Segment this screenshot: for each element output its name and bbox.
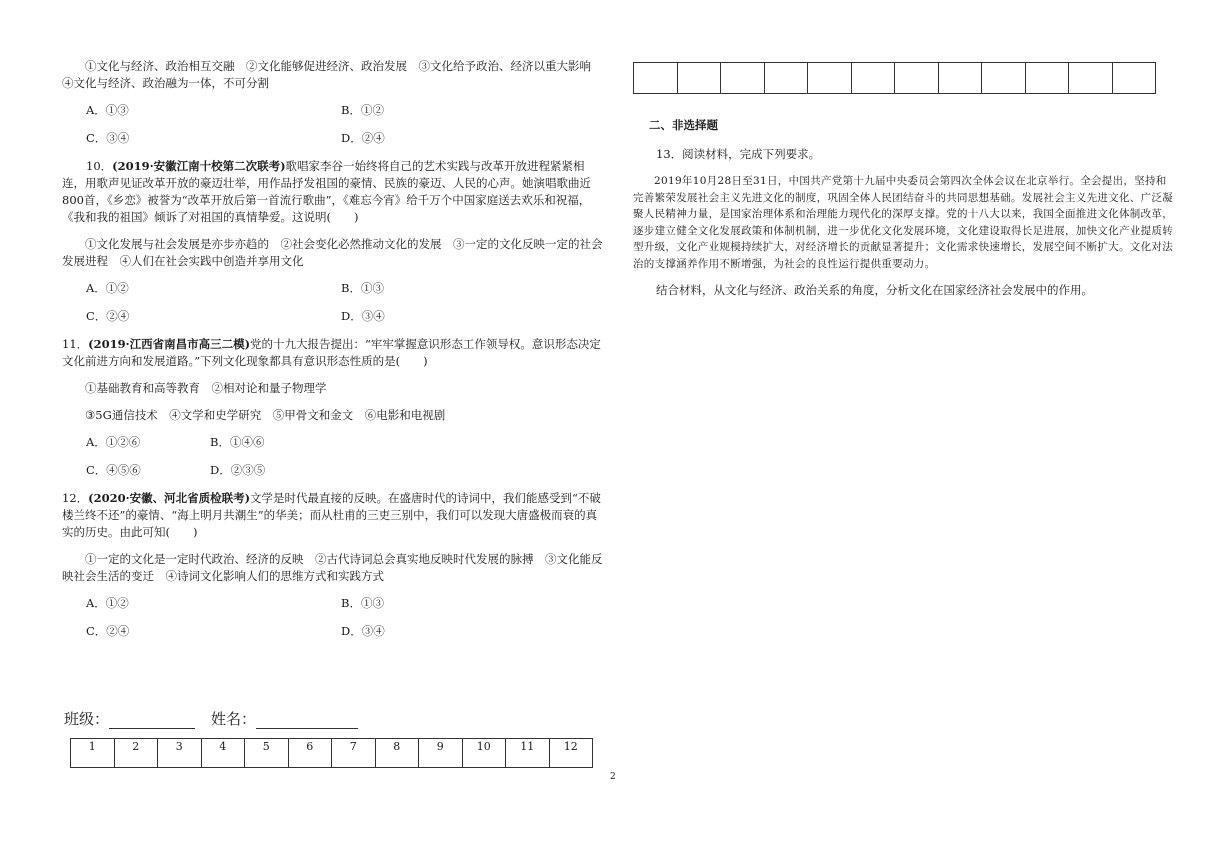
answer-number[interactable]: 12 bbox=[549, 739, 593, 768]
q11-options bbox=[86, 434, 607, 451]
q10-option-d[interactable]: D．③④ bbox=[341, 309, 385, 323]
q10-option-b[interactable]: B．①③ bbox=[341, 281, 384, 295]
q12-stem: 文学是时代最直接的反映。在盛唐时代的诗词中，我们能感受到“不破楼兰终不还”的豪情、“海上明月共潮生”的华美；而从杜甫的三吏三别中，我们可以发现大唐盛极而衰的真实的历史。由此可知( ) bbox=[62, 491, 601, 539]
q12-source: (2020·安徽、河北省质检联考) bbox=[88, 491, 251, 505]
answer-number-row bbox=[71, 739, 593, 768]
answer-number[interactable]: 9 bbox=[419, 739, 463, 768]
q11-items-2: ③5G通信技术 ④文学和史学研究 ⑤甲骨文和金文 ⑥电影和电视剧 bbox=[85, 408, 446, 422]
answer-number[interactable]: 5 bbox=[245, 739, 289, 768]
q9-options-row2 bbox=[86, 130, 607, 147]
q12-number: 12． bbox=[62, 491, 89, 505]
q11-option-b[interactable]: B．①④⑥ bbox=[210, 435, 265, 449]
answer-number[interactable]: 8 bbox=[375, 739, 419, 768]
q13-material: 2019年10月28日至31日，中国共产党第十九届中央委员会第四次全体会议在北京举行。全会提出，坚持和完善繁荣发展社会主义先进文化的制度，巩固全体人民团结奋斗的共同思想基础。发展社会主义先进文化、广泛凝聚人民精神力量，是国家治理体系和治理能力现代化的深厚支撑。党的十八大以来，我国全面推进文化体制改革，逐步建立健全文化发展政策和体制机制，进一步优化文化发展环境，文化建设取得长足进展，加快文化产业提质转型升级，文化产业规模持续扩大，对经济增长的贡献显著提升；文化需求快速增长，发展空间不断扩大。文化对法治的支撑涵养作用不断增强，为社会的良性运行提供重要动力。 bbox=[633, 175, 1173, 270]
q12-option-a[interactable]: A．①② bbox=[86, 596, 129, 610]
q12-items: ①一定的文化是一定时代政治、经济的反映 ②古代诗词总会真实地反映时代发展的脉搏 ③文化能反映社会生活的变迁 ④诗词文化影响人们的思维方式和实践方式 bbox=[62, 552, 603, 583]
answer-number[interactable]: 6 bbox=[288, 739, 332, 768]
q9-items: ①文化与经济、政治相互交融 ②文化能够促进经济、政治发展 ③文化给予政治、经济以重大影响 ④文化与经济、政治融为一体，不可分割 bbox=[62, 59, 603, 90]
q10-items: ①文化发展与社会发展是亦步亦趋的 ②社会变化必然推动文化的发展 ③一定的文化反映一定的社会发展进程 ④人们在社会实践中创造并享用文化 bbox=[62, 237, 603, 268]
q13-task: 结合材料，从文化与经济、政治关系的角度，分析文化在国家经济社会发展中的作用。 bbox=[656, 283, 1093, 297]
q10-option-c[interactable]: C．②④ bbox=[86, 309, 130, 323]
q10-options bbox=[86, 280, 607, 297]
q11-stem: 党的十九大报告提出：“牢牢掌握意识形态工作领导权。意识形态决定文化前进方向和发展道路。”下列文化现象都具有意识形态性质的是( ) bbox=[62, 337, 601, 368]
q10-number: 10． bbox=[86, 159, 113, 173]
q11-option-a[interactable]: A．①②⑥ bbox=[86, 435, 141, 449]
answer-number[interactable]: 3 bbox=[158, 739, 202, 768]
q9-option-c[interactable]: C．③④ bbox=[86, 131, 130, 145]
page-number: 2 bbox=[610, 772, 616, 782]
q11-option-c[interactable]: C．④⑤⑥ bbox=[86, 463, 141, 477]
answer-number[interactable]: 10 bbox=[462, 739, 506, 768]
q10-options-row2 bbox=[86, 308, 607, 325]
q9-options bbox=[86, 102, 607, 119]
student-info bbox=[64, 708, 358, 729]
q12-option-b[interactable]: B．①③ bbox=[341, 596, 384, 610]
question-11 bbox=[62, 336, 607, 370]
q12-options-row2 bbox=[86, 623, 607, 640]
q12-option-c[interactable]: C．②④ bbox=[86, 624, 130, 638]
q11-number: 11． bbox=[62, 337, 89, 351]
q12-options bbox=[86, 595, 607, 612]
answer-number[interactable]: 1 bbox=[71, 739, 115, 768]
name-field[interactable] bbox=[256, 712, 358, 729]
q10-stem: 歌唱家李谷一始终将自己的艺术实践与改革开放进程紧紧相连，用歌声见证改革开放的豪迈壮举，用作品抒发祖国的豪情、民族的豪迈、人民的心声。她演唱歌曲近800首，《乡恋》被誉为“改革开放后第一首流行歌曲”，《难忘今宵》给千万个中国家庭送去欢乐和祝福，《我和我的祖国》倾诉了对祖国的真情挚爱。这说明( ) bbox=[62, 159, 591, 224]
section-title: 二、非选择题 bbox=[649, 118, 718, 132]
q10-source: (2019·安徽江南十校第二次联考) bbox=[112, 159, 286, 173]
class-label: 班级： bbox=[64, 710, 110, 728]
q11-items-1: ①基础教育和高等教育 ②相对论和量子物理学 bbox=[85, 381, 327, 395]
question-10 bbox=[62, 158, 607, 226]
left-column bbox=[62, 58, 607, 651]
q11-source: (2019·江西省南昌市高三二模) bbox=[88, 337, 251, 351]
answer-number[interactable]: 2 bbox=[114, 739, 158, 768]
answer-number[interactable]: 4 bbox=[201, 739, 245, 768]
answer-number[interactable]: 11 bbox=[506, 739, 550, 768]
q11-option-d[interactable]: D．②③⑤ bbox=[210, 463, 266, 477]
class-field[interactable] bbox=[109, 712, 195, 729]
q13-prompt: 13．阅读材料，完成下列要求。 bbox=[656, 147, 821, 161]
answer-grid-bottom bbox=[70, 738, 593, 768]
q9-option-d[interactable]: D．②④ bbox=[341, 131, 385, 145]
question-12 bbox=[62, 490, 607, 541]
q10-option-a[interactable]: A．①② bbox=[86, 281, 129, 295]
name-label: 姓名： bbox=[211, 710, 257, 728]
answer-number[interactable]: 7 bbox=[332, 739, 376, 768]
q9-option-a[interactable]: A．①③ bbox=[86, 103, 129, 117]
right-column bbox=[633, 62, 1173, 309]
q11-options-row2 bbox=[86, 462, 607, 479]
q12-option-d[interactable]: D．③④ bbox=[341, 624, 385, 638]
q9-option-b[interactable]: B．①② bbox=[341, 103, 384, 117]
